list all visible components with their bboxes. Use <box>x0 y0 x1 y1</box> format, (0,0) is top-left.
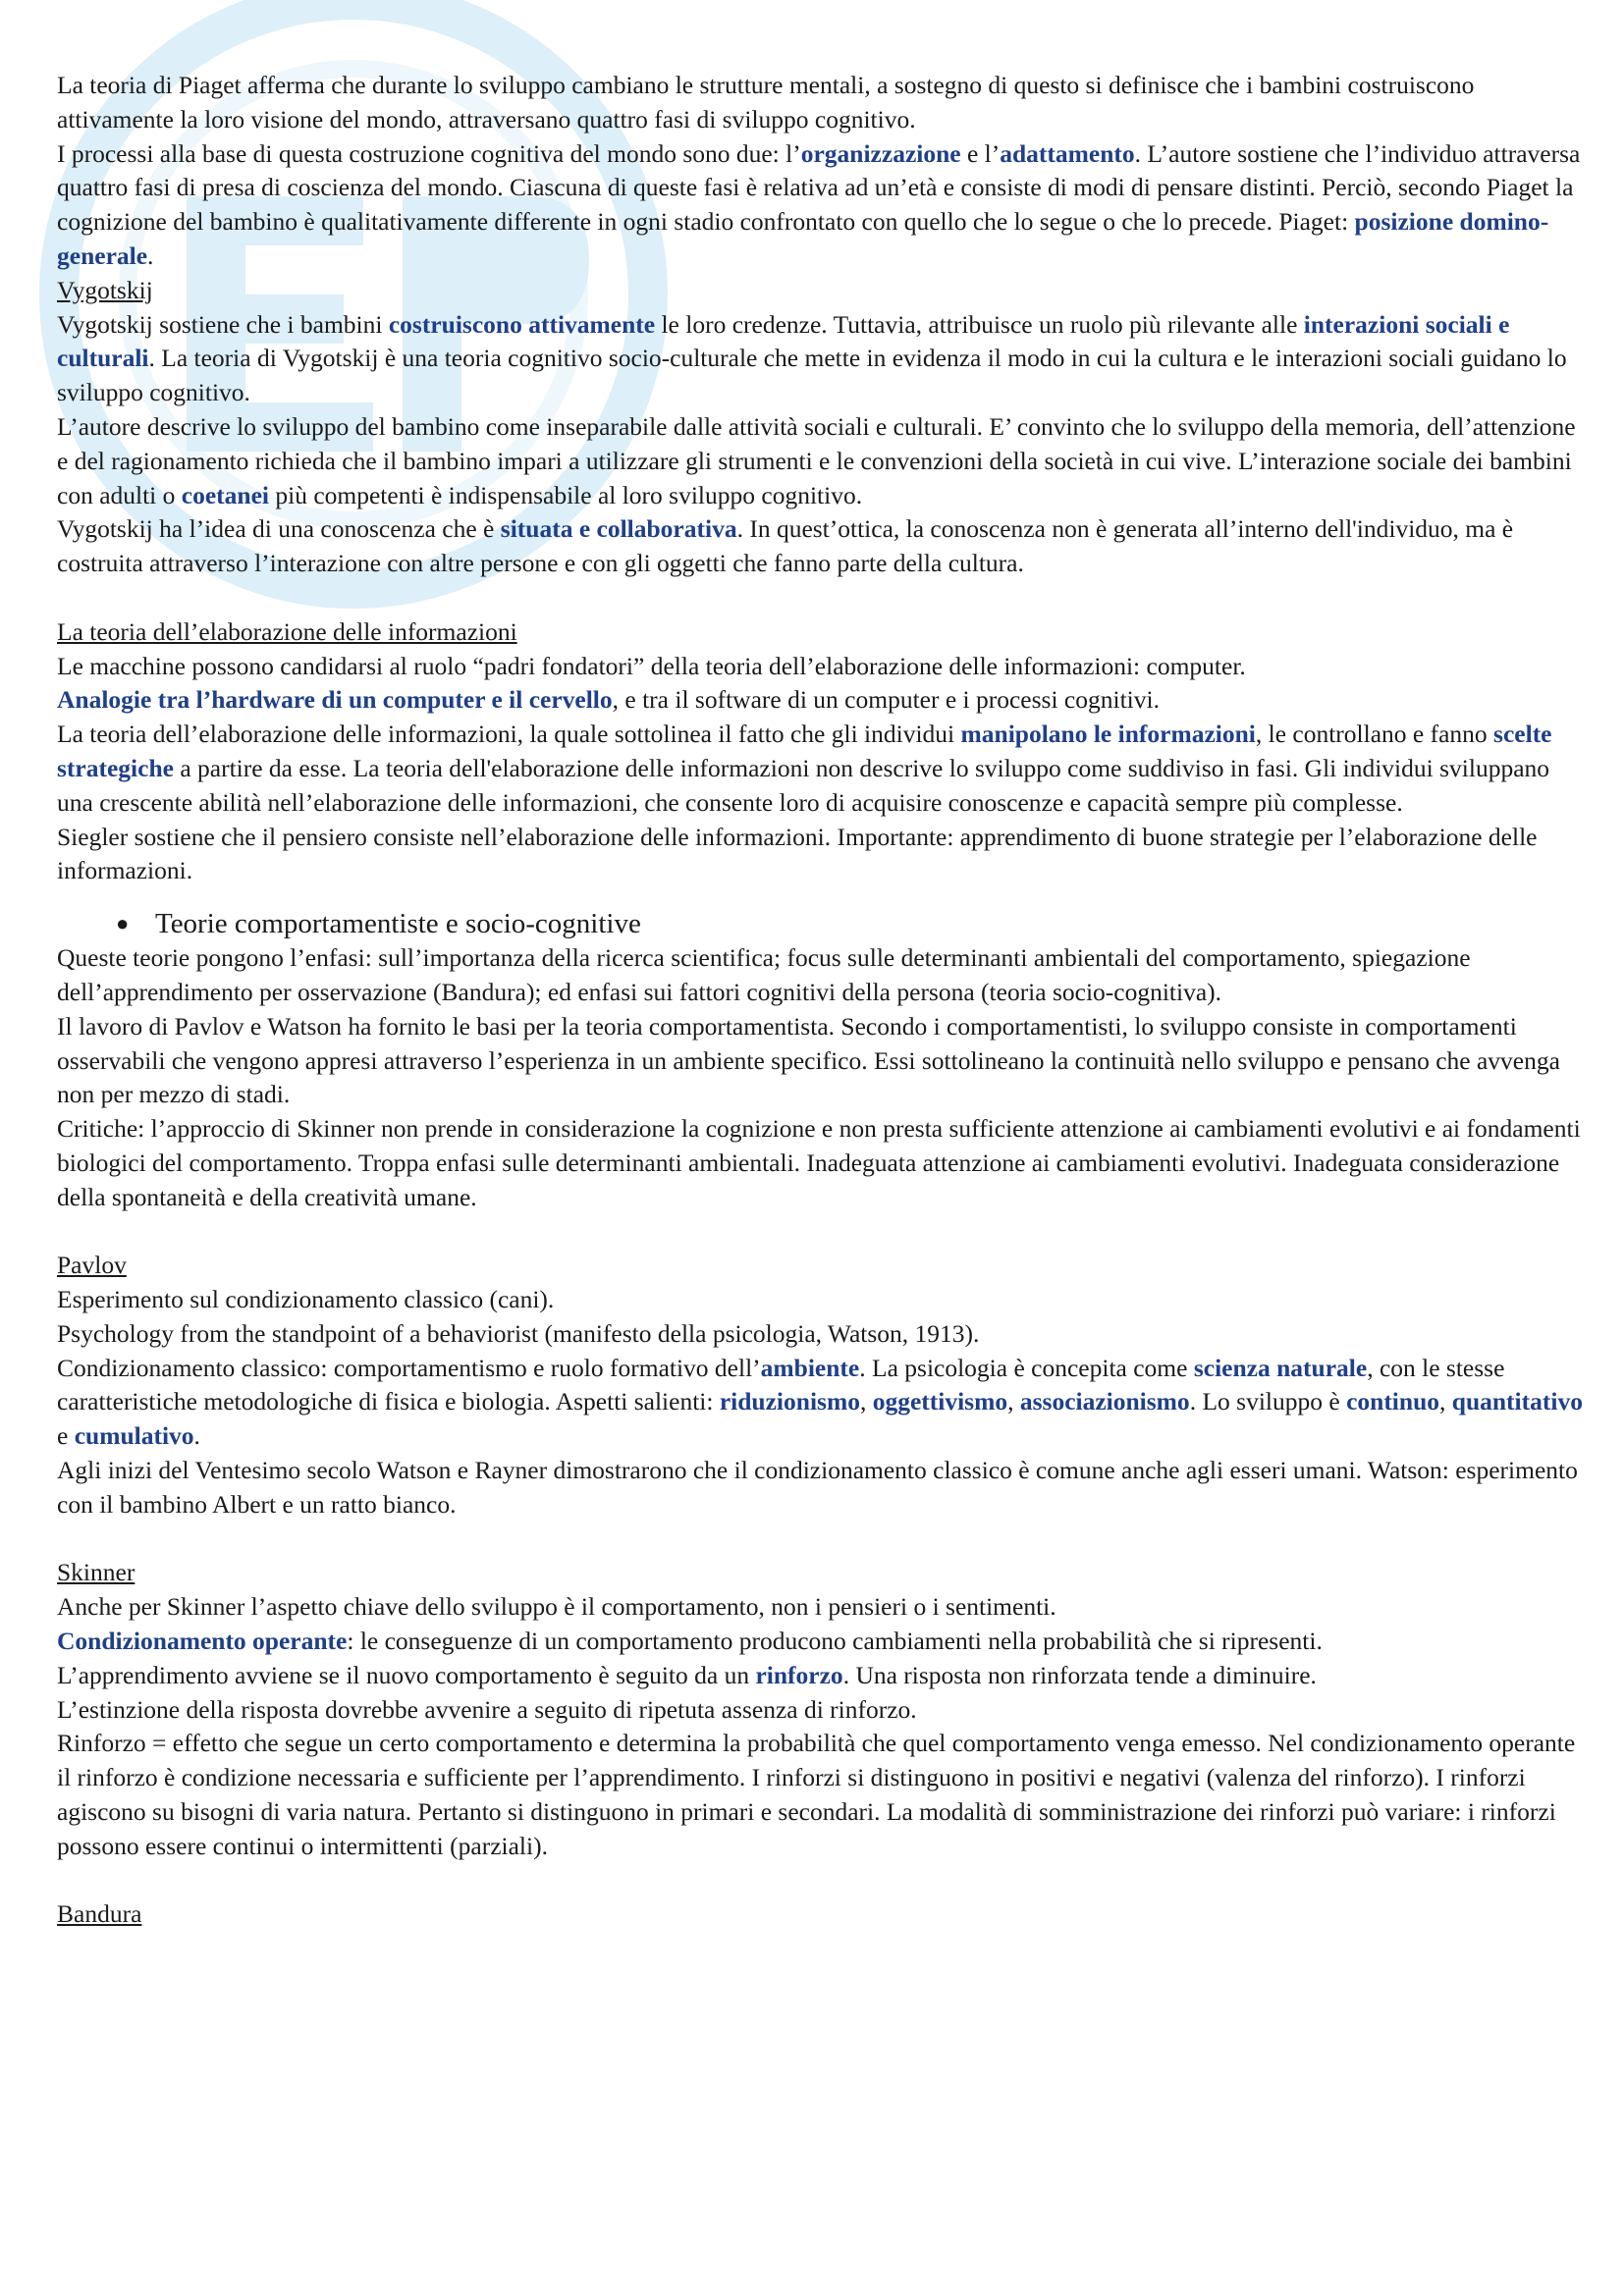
keyword-costruiscono: costruiscono attivamente <box>388 309 656 339</box>
keyword-associazionismo: associazionismo <box>1019 1387 1190 1416</box>
paragraph-enfasi: Queste teorie pongono l’enfasi: sull’importanza della ricerca scientifica; focus sulle determinanti ambientali del comportamento, spiegazione dell’apprendimento per osservazione (Bandura); ed enfasi sui fattori cognitivi della persona (teoria socio-cognitiva). <box>57 943 1471 1006</box>
paragraph-critiche: Critiche: l’approccio di Skinner non prende in considerazione la cognizione e non presta sufficiente attenzione ai cambiamenti evolutivi e ai fondamenti biologici del comportamento. Troppa enfasi sulle determinanti ambientali. Inadeguata attenzione ai cambiamenti evolutivi. Inadeguata considerazione della spontaneità e della creatività umane. <box>57 1114 1581 1211</box>
paragraph-vygotskij-1: Vygotskij sostiene che i bambini costruiscono attivamente le loro credenze. Tuttavia, attribuisce un ruolo più rilevante alle interazioni sociali e culturali. La teoria di Vygotskij è una teoria cognitivo socio-culturale che mette in evidenza il modo in cui la cultura e le interazioni sociali guidano lo sviluppo cognitivo. <box>57 309 1567 407</box>
paragraph-operante: Condizionamento operante: le conseguenze di un comportamento producono cambiamenti nella probabilità che si ripresenti. <box>57 1627 1323 1656</box>
paragraph-rinforzo-definizione: Rinforzo = effetto che segue un certo comportamento e determina la probabilità che quel comportamento venga emesso. Nel condizionamento operante il rinforzo è condizione necessaria e sufficiente per l’apprendimento. I rinforzi si distinguono in positivi e negativi (valenza del rinforzo). I rinforzi agiscono su bisogni di varia natura. Pertanto si distinguono in primari e secondari. La modalità di somministrazione dei rinforzi può variare: i rinforzi possono essere continui o intermittenti (parziali). <box>57 1729 1576 1860</box>
paragraph-skinner-1: Anche per Skinner l’aspetto chiave dello sviluppo è il comportamento, non i pensieri o i sentimenti. <box>57 1592 1056 1622</box>
keyword-analogie: Analogie tra l’hardware di un computer e il cervello <box>57 685 613 715</box>
paragraph-analogie: Analogie tra l’hardware di un computer e il cervello, e tra il software di un computer e i processi cognitivi. <box>57 685 1160 715</box>
paragraph-condizionamento-classico: Condizionamento classico: comportamentismo e ruolo formativo dell’ambiente. La psicologia è concepita come scienza naturale, con le stesse caratteristiche metodologiche di fisica e biologia. Aspetti salienti: riduzionismo, oggettivismo, associazionismo. Lo sviluppo è continuo, quantitativo e cumulativo. <box>57 1353 1583 1451</box>
paragraph-watson-rayner: Agli inizi del Ventesimo secolo Watson e Rayner dimostrarono che il condizionamento classico è comune anche agli esseri umani. Watson: esperimento con il bambino Albert e un ratto bianco. <box>57 1456 1578 1519</box>
paragraph-pavlov-watson: Il lavoro di Pavlov e Watson ha fornito le basi per la teoria comportamentista. Secondo i comportamentisti, lo sviluppo consiste in comportamenti osservabili che vengono appresi attraverso l’esperienza in un ambiente specifico. Essi sottolineano la continuità nello sviluppo e pensano che avvenga non per mezzo di stadi. <box>57 1011 1560 1109</box>
keyword-cumulativo: cumulativo <box>74 1421 194 1451</box>
paragraph-estinzione: L’estinzione della risposta dovrebbe avvenire a seguito di ripetuta assenza di rinforzo. <box>57 1694 917 1724</box>
keyword-oggettivismo: oggettivismo <box>872 1387 1008 1416</box>
heading-pavlov: Pavlov <box>57 1251 127 1280</box>
keyword-continuo: continuo <box>1346 1387 1440 1416</box>
bullet-heading-comportamentiste: ● Teorie comportamentiste e socio-cognitive <box>116 908 641 940</box>
paragraph-siegler: Siegler sostiene che il pensiero consiste nell’elaborazione delle informazioni. Importante: apprendimento di buone strategie per l’elaborazione delle informazioni. <box>57 822 1538 885</box>
keyword-interazioni: interazioni sociali e culturali <box>57 309 1510 373</box>
keyword-rinforzo: rinforzo <box>755 1660 843 1689</box>
paragraph-elaborazione: La teoria dell’elaborazione delle informazioni, la quale sottolinea il fatto che gli individui manipolano le informazioni, le controllano e fanno scelte strategiche a partire da esse. La teoria dell'elaborazione delle informazioni non descrive lo sviluppo come suddiviso in fasi. Gli individui sviluppano una crescente abilità nell’elaborazione delle informazioni, che consente loro di acquisire conoscenze e capacità sempre più complesse. <box>57 720 1552 817</box>
keyword-posizione: posizione domino-generale <box>57 207 1549 270</box>
keyword-scienza-naturale: scienza naturale <box>1193 1353 1368 1382</box>
heading-bandura: Bandura <box>57 1899 142 1929</box>
keyword-condizionamento-operante: Condizionamento operante <box>57 1627 348 1656</box>
keyword-ambiente: ambiente <box>760 1353 860 1382</box>
keyword-riduzionismo: riduzionismo <box>719 1387 860 1416</box>
paragraph-vygotskij-2: L’autore descrive lo sviluppo del bambino come inseparabile dalle attività sociali e culturali. E’ convinto che lo sviluppo della memoria, dell’attenzione e del ragionamento richieda che il bambino impari a utilizzare gli strumenti e le convenzioni della società in cui vive. L’interazione sociale dei bambini con adulti o coetanei più competenti è indispensabile al loro sviluppo cognitivo. <box>57 411 1576 509</box>
paragraph-processi: I processi alla base di questa costruzione cognitiva del mondo sono due: l’organizzazione e l’adattamento. L’autore sostiene che l’individuo attraversa quattro fasi di presa di coscienza del mondo. Ciascuna di queste fasi è relativa ad un’età e consiste di modi di pensare distinti. Perciò, secondo Piaget la cognizione del bambino è qualitativamente differente in ogni stadio confrontato con quello che lo segue o che lo precede. Piaget: posizione domino-generale. <box>57 138 1581 270</box>
paragraph-vygotskij-3: Vygotskij ha l’idea di una conoscenza che è situata e collaborativa. In quest’ottica, la conoscenza non è generata all’interno dell'individuo, ma è costruita attraverso l’interazione con altre persone e con gli oggetti che fanno parte della cultura. <box>57 514 1514 578</box>
heading-vygotskij: Vygotskij <box>57 275 153 304</box>
paragraph-piaget: La teoria di Piaget afferma che durante lo sviluppo cambiano le strutture mentali, a sostegno di questo si definisce che i bambini costruiscono attivamente la loro visione del mondo, attraversano quattro fasi di sviluppo cognitivo. <box>57 71 1475 133</box>
keyword-scelte: scelte strategiche <box>57 720 1552 782</box>
heading-skinner: Skinner <box>57 1558 135 1587</box>
keyword-organizzazione: organizzazione <box>800 138 961 168</box>
heading-elaborazione: La teoria dell’elaborazione delle informazioni <box>57 616 517 646</box>
keyword-coetanei: coetanei <box>181 480 269 509</box>
keyword-manipolano: manipolano le informazioni <box>960 720 1256 749</box>
document-body <box>57 69 1589 1932</box>
bullet-dot-icon: ● <box>116 911 130 936</box>
keyword-quantitativo: quantitativo <box>1451 1387 1583 1416</box>
paragraph-rinforzo: L’apprendimento avviene se il nuovo comportamento è seguito da un rinforzo. Una risposta non rinforzata tende a diminuire. <box>57 1660 1317 1689</box>
paragraph-esperimento: Esperimento sul condizionamento classico (cani). <box>57 1285 555 1314</box>
keyword-situata: situata e collaborativa <box>500 514 737 544</box>
keyword-adattamento: adattamento <box>1000 138 1135 168</box>
paragraph-psychology: Psychology from the standpoint of a behaviorist (manifesto della psicologia, Watson, 1913). <box>57 1318 980 1348</box>
paragraph-macchine: Le macchine possono candidarsi al ruolo “padri fondatori” della teoria dell’elaborazione delle informazioni: computer. <box>57 651 1246 680</box>
